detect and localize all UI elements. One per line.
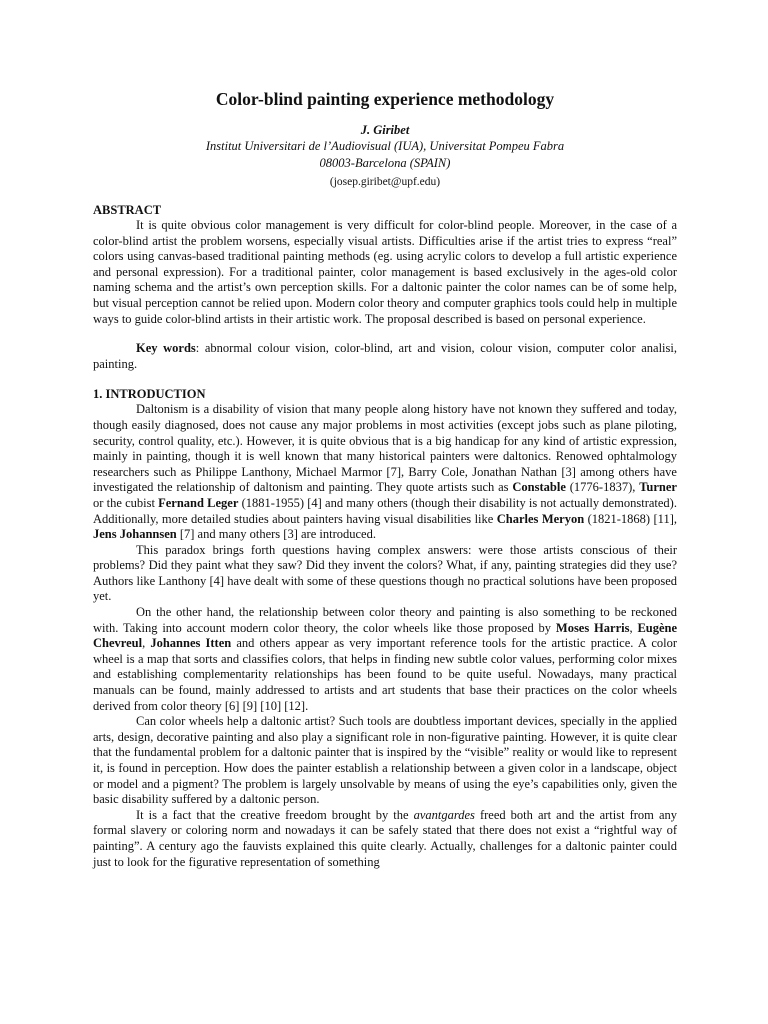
intro-p3-text-b: , [629,620,638,635]
name-johannsen: Jens Johannsen [93,527,177,542]
introduction-heading: 1. INTRODUCTION [93,387,206,402]
name-itten: Johannes Itten [150,636,232,651]
intro-paragraph-1 [93,402,677,542]
intro-p5-text-b: freed both art and the artist from any formal slavery or coloring norm and nowadays it can be safely stated that there does not exist a “rightful way of painting”. A century ago the fauvists explained this quite clearly. Actually, challenges for a daltonic painter could just to look for the figurative representation of something [93,807,677,869]
name-chevreul: Eugène Chevreul [93,620,678,651]
intro-p3-text-a: On the other hand, the relationship between color theory and painting is also something to be reckoned with. Taking into account modern color theory, the color wheels like those proposed by [93,605,677,635]
intro-p3-text-c: , [142,636,151,651]
intro-p1-text-a: Daltonism is a disability of vision that many people along history have not known they suffered and today, though easily diagnosed, does not cause any major problems in most activities (except jobs such as plane piloting, security, control quality, etc.). However, it is quite obvious that is a big handicap for any kind of artistic expression, mainly in painting, though it is well known that many historical painters were daltonics. Renowed ophtalmology researchers such as Philippe Lanthony, Michael Marmor [7], Barry Cole, Jonathan Nathan [3] among others have investigated the relationship of daltonism and painting. They quote artists such as [93,402,677,495]
abstract-heading: ABSTRACT [93,203,162,217]
term-avantgardes: avantgardes [413,807,475,822]
intro-p3-text-d: and others appear as very important reference tools for the artistic practice. A color wheel is a map that sorts and classifies colors, that helps in finding new subtle color values, performing color mixes and establishing complementarity relationships has been found to be quite useful. Nowadays, many practical manuals can be found, mainly addressed to artists and art students that base their practices on the color wheels derived from color theory [6] [9] [10] [12]. [93,636,678,713]
affiliation-line-1: Institut Universitari de l’Audiovisual (IUA), Universitat Pompeu Fabra [205,139,565,153]
paper-title: Color-blind painting experience methodology [215,89,555,109]
intro-p1-text-e: (1821-1868) [11], [584,511,677,526]
intro-p5-text-a: It is a fact that the creative freedom brought by the [136,807,414,822]
name-constable: Constable [512,480,566,495]
intro-p1-text-c: or the cubist [93,495,159,510]
intro-p1-text-d: (1881-1955) [4] and many others (though their disability is not actually demonstrated). Additionally, more detailed studies about painters having visual disabilities like [93,495,677,526]
affiliation-line-2: 08003-Barcelona (SPAIN) [319,156,451,170]
intro-paragraph-4: Can color wheels help a daltonic artist? Such tools are doubtless important devices, specially in the applied arts, design, decorative painting and also play a significant role in non-figurative painting. However, it is quite clear that the fundamental problem for a daltonic painter that is inspired by the “visible” reality or would like to represent it, is found in perception. How does the painter establish a relationship between a given color in a landscape, object or model and a pigment? The problem is largely unsolvable by means of using the eye’s capabilities only, given the basic disability suffered by a daltonic person. [93,714,677,807]
abstract-text: It is quite obvious color management is very difficult for color-blind people. Moreover, in the case of a color-blind artist the problem worsens, especially visual artists. Difficulties arise if the artist tries to express “real” colors using canvas-based traditional painting methods (eg. using acrylic colors to develop a full artistic experience and personal expression). For a traditional painter, color management is based exclusively in the ages-old color naming schema and the artist’s own perception skills. For a daltonic painter the color names can be of some help, but visual perception cannot be relied upon. Modern color theory and computer graphics tools could help in multiple ways to guide color-blind artists in their artistic work. The proposal described is based on personal experience. [93,218,677,326]
name-leger: Fernand Leger [158,495,239,510]
intro-paragraph-3 [93,605,677,714]
name-turner: Turner [639,480,677,495]
keywords-paragraph [93,341,677,372]
keywords-text: : abnormal colour vision, color-blind, art and vision, colour vision, computer color analisi, painting. [93,341,677,371]
paper-page [93,88,677,870]
name-harris: Moses Harris [555,620,630,635]
intro-paragraph-2: This paradox brings forth questions having complex answers: were those artists conscious of their problems? Did they paint what they saw? Did they invent the colors? What, if any, painting strategies did they use? Authors like Lanthony [4] have dealt with some of these questions though no practical solutions have been proposed yet. [93,542,677,604]
keywords-label: Key words [136,341,196,356]
intro-p1-text-f: [7] and many others [3] are introduced. [176,527,376,542]
intro-paragraph-5 [93,808,677,870]
author-email: (josep.giribet@upf.edu) [329,176,441,188]
intro-p1-text-b: (1776-1837), [565,480,640,495]
author-name: J. Giribet [360,123,410,137]
name-meryon: Charles Meryon [496,511,585,526]
